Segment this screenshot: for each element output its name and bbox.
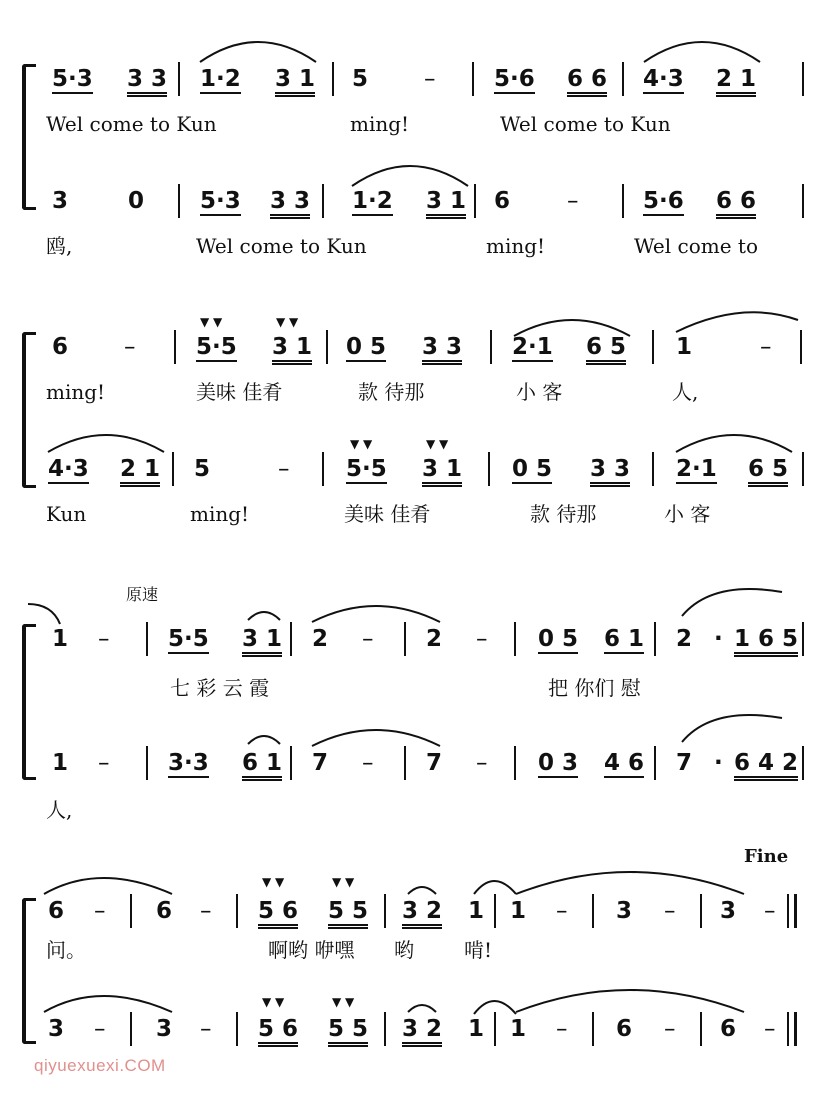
note: 1 6 5	[734, 626, 798, 657]
note: 5·6	[494, 66, 535, 92]
dash: –	[664, 1016, 676, 1042]
note: 1	[52, 750, 69, 776]
lyric: ming!	[486, 234, 546, 258]
note: 1	[52, 626, 69, 652]
dash: –	[764, 1016, 776, 1042]
barline	[802, 746, 804, 780]
watermark: qiyuexuexi.COM	[34, 1056, 166, 1075]
dash: –	[476, 750, 488, 776]
lyric: 小 客	[516, 380, 563, 404]
accent-mark: ▼ ▼	[262, 875, 285, 889]
barline	[700, 894, 702, 928]
slur	[512, 976, 748, 1016]
note: 0 5	[346, 334, 387, 360]
note: 4·3	[48, 456, 89, 482]
lyric: 哟	[394, 938, 414, 962]
lyric: 啃!	[464, 938, 493, 962]
note: 3 1	[275, 66, 315, 97]
dash: –	[556, 898, 568, 924]
note: 1	[468, 898, 485, 924]
barline	[130, 1012, 132, 1046]
accent-mark: ▼ ▼	[200, 315, 223, 329]
barline	[174, 330, 176, 364]
note: 7	[312, 750, 329, 776]
barline	[172, 452, 174, 486]
accent-mark: ▼ ▼	[332, 875, 355, 889]
lyric: 小 客	[664, 502, 711, 526]
note: 0 5	[538, 626, 579, 652]
lyric: 美味 佳肴	[344, 502, 431, 526]
upper-staff	[0, 622, 824, 662]
slur	[348, 154, 472, 190]
lyric: 鸥,	[46, 234, 73, 258]
note: 6	[494, 188, 511, 214]
note: 3 3	[590, 456, 630, 487]
barline	[322, 452, 324, 486]
lyric: 美味 佳肴	[196, 380, 283, 404]
barline	[178, 62, 180, 96]
barline	[326, 330, 328, 364]
note: 6 6	[567, 66, 607, 97]
barline	[404, 746, 406, 780]
lyric: Kun	[46, 502, 87, 526]
barline	[178, 184, 180, 218]
dash: –	[362, 750, 374, 776]
note: 0 3	[538, 750, 579, 776]
note: 1	[510, 1016, 527, 1042]
barline	[700, 1012, 702, 1046]
barline	[322, 184, 324, 218]
note: 6	[52, 334, 69, 360]
accent-mark: ▼ ▼	[332, 995, 355, 1009]
note: 2·1	[676, 456, 717, 482]
lyric: 问。	[46, 938, 86, 962]
note: 3 1	[242, 626, 282, 657]
note: 2	[676, 626, 693, 652]
barline	[802, 62, 804, 96]
barline	[290, 746, 292, 780]
accent-mark: ▼ ▼	[350, 437, 373, 451]
slur	[44, 424, 168, 456]
dash: –	[200, 898, 212, 924]
note: 4 6	[604, 750, 645, 776]
barline	[332, 62, 334, 96]
slur	[404, 880, 440, 898]
note: 5·5	[168, 626, 209, 652]
note: 3	[48, 1016, 65, 1042]
slur	[640, 30, 764, 66]
barline	[514, 622, 516, 656]
barline	[622, 184, 624, 218]
slur	[24, 598, 64, 628]
barline	[290, 622, 292, 656]
note: 3 2	[402, 898, 442, 929]
note: 6 1	[604, 626, 645, 652]
dash: –	[278, 456, 290, 482]
note: 5	[352, 66, 369, 92]
lyric: Wel come to Kun	[196, 234, 367, 258]
note: 5·3	[200, 188, 241, 214]
accent-mark: ▼ ▼	[276, 315, 299, 329]
barline	[472, 62, 474, 96]
slur	[40, 868, 176, 898]
note: 3 3	[127, 66, 167, 97]
dash: –	[98, 626, 110, 652]
note: 0 5	[512, 456, 553, 482]
accent-mark: ▼ ▼	[426, 437, 449, 451]
dash: –	[476, 626, 488, 652]
note: 2	[312, 626, 329, 652]
lyric: ming!	[190, 502, 250, 526]
lyric: Wel come to	[634, 234, 758, 258]
dash: –	[98, 750, 110, 776]
barline	[146, 746, 148, 780]
note: 0	[128, 188, 145, 214]
lyric: 人,	[672, 380, 699, 404]
barline	[802, 452, 804, 486]
note: 6 6	[716, 188, 756, 219]
note: 3·3	[168, 750, 209, 776]
note: 6 4 2	[734, 750, 798, 781]
note: 5	[194, 456, 211, 482]
note: 6	[616, 1016, 633, 1042]
note: 2 1	[716, 66, 756, 97]
dash: –	[567, 188, 579, 214]
slur	[244, 728, 284, 748]
barline	[146, 622, 148, 656]
lyric: 七 彩 云 霞	[170, 676, 270, 700]
note: 1	[510, 898, 527, 924]
note: 6	[156, 898, 173, 924]
note: 5 5	[328, 1016, 368, 1047]
note: 3	[156, 1016, 173, 1042]
slur	[510, 310, 634, 340]
barline	[384, 1012, 386, 1046]
note: 6 5	[586, 334, 626, 365]
slur	[308, 720, 444, 750]
note: ·	[714, 750, 723, 776]
note: 1·2	[352, 188, 393, 214]
barline	[490, 330, 492, 364]
barline	[592, 894, 594, 928]
note: 1	[468, 1016, 485, 1042]
dash: –	[362, 626, 374, 652]
barline	[654, 622, 656, 656]
note: 5·5	[196, 334, 237, 360]
lyric: 把 你们 慰	[548, 676, 641, 700]
barline	[622, 62, 624, 96]
lyric: ming!	[46, 380, 106, 404]
note: 5·5	[346, 456, 387, 482]
accent-mark: ▼ ▼	[262, 995, 285, 1009]
lyric: 人,	[46, 798, 73, 822]
barline	[488, 452, 490, 486]
note: 7	[676, 750, 693, 776]
slur	[308, 596, 444, 626]
note: 4·3	[643, 66, 684, 92]
slur	[672, 580, 792, 620]
upper-staff	[0, 62, 824, 102]
barline	[802, 184, 804, 218]
note: 3 1	[272, 334, 312, 365]
note: 3 2	[402, 1016, 442, 1047]
barline	[236, 894, 238, 928]
dash: –	[664, 898, 676, 924]
lyric: ming!	[350, 112, 410, 136]
barline	[802, 622, 804, 656]
lower-staff	[0, 1012, 824, 1052]
dash: –	[760, 334, 772, 360]
note: 5 6	[258, 898, 298, 929]
note: 6 5	[748, 456, 788, 487]
dash: –	[94, 898, 106, 924]
slur	[672, 306, 802, 336]
lyric: Wel come to Kun	[500, 112, 671, 136]
lyric: 款 待那	[358, 380, 425, 404]
note: 3	[616, 898, 633, 924]
barline	[494, 894, 496, 928]
note: 1·2	[200, 66, 241, 92]
note: 5·3	[52, 66, 93, 92]
note: ·	[714, 626, 723, 652]
note: 3 3	[422, 334, 462, 365]
dash: –	[764, 898, 776, 924]
barline	[404, 622, 406, 656]
note: 3 1	[426, 188, 466, 219]
final-barline	[794, 1012, 797, 1046]
barline	[474, 184, 476, 218]
note: 5·6	[643, 188, 684, 214]
slur	[196, 30, 320, 66]
barline	[592, 1012, 594, 1046]
upper-staff	[0, 330, 824, 370]
slur	[672, 706, 792, 746]
slur	[672, 424, 796, 456]
barline	[654, 746, 656, 780]
fine-marking: Fine	[744, 846, 789, 867]
note: 2	[426, 626, 443, 652]
note: 1	[676, 334, 693, 360]
barline	[236, 1012, 238, 1046]
dash: –	[556, 1016, 568, 1042]
note: 3 1	[422, 456, 462, 487]
dash: –	[424, 66, 436, 92]
note: 3	[720, 898, 737, 924]
note: 2·1	[512, 334, 553, 360]
lower-staff	[0, 746, 824, 786]
slur	[512, 858, 748, 898]
note: 5 6	[258, 1016, 298, 1047]
lyric: 款 待那	[530, 502, 597, 526]
slur	[40, 986, 176, 1016]
note: 6	[48, 898, 65, 924]
tempo-marking: 原速	[126, 585, 159, 604]
barline	[652, 330, 654, 364]
lyric: 啊哟 咿嘿	[268, 938, 355, 962]
note: 6 1	[242, 750, 282, 781]
note: 7	[426, 750, 443, 776]
barline	[514, 746, 516, 780]
note: 5 5	[328, 898, 368, 929]
note: 2 1	[120, 456, 160, 487]
lower-staff	[0, 452, 824, 492]
slur	[244, 604, 284, 624]
barline	[384, 894, 386, 928]
note: 3 3	[270, 188, 310, 219]
dash: –	[200, 1016, 212, 1042]
barline	[652, 452, 654, 486]
lyric: Wel come to Kun	[46, 112, 217, 136]
note: 3	[52, 188, 69, 214]
slur	[404, 998, 440, 1016]
final-barline	[794, 894, 797, 928]
lower-staff	[0, 184, 824, 224]
upper-staff	[0, 894, 824, 934]
dash: –	[124, 334, 136, 360]
barline	[130, 894, 132, 928]
dash: –	[94, 1016, 106, 1042]
note: 6	[720, 1016, 737, 1042]
